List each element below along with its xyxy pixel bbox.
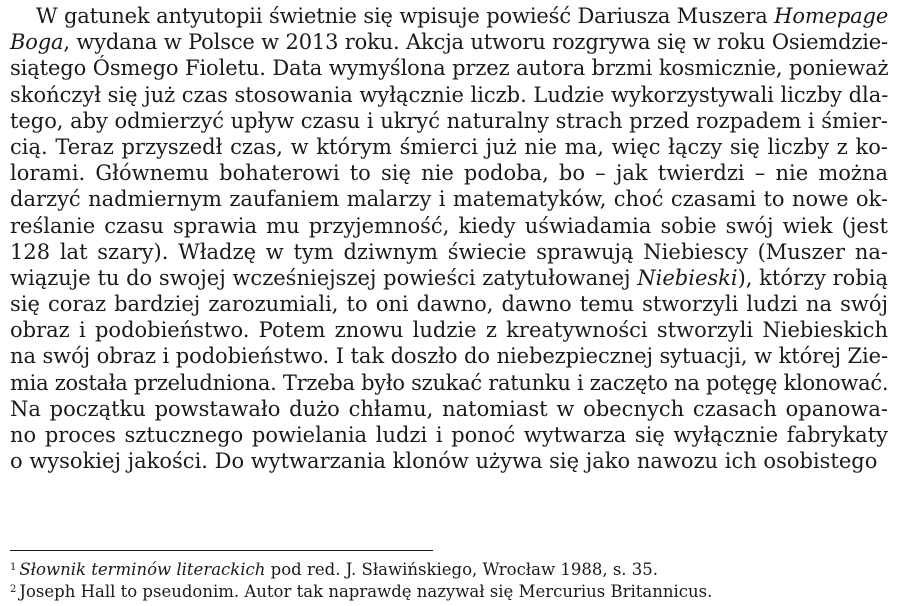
footnote-title: Słownik terminów literackich <box>19 560 266 579</box>
text-line <box>10 3 888 29</box>
text-line: o wysokiej jakości. Do wytwarzania klonów używa się jako nawozu ich osobistego <box>10 449 878 474</box>
body-paragraph <box>10 3 888 474</box>
text-line: lorami. Głównemu bohaterowi to się nie podoba, bo – jak twierdzi – nie można <box>10 161 888 186</box>
italic-title: Niebieski <box>637 265 738 290</box>
text-line: się coraz bardziej zarozumiali, to oni dawno, dawno temu stworzyli ludzi na swój <box>10 292 888 317</box>
text-line <box>10 29 888 55</box>
text-run: wiązuje tu do swojej wcześniejszej powieści zatytułowanej <box>10 265 638 290</box>
footnote-text: Joseph Hall to pseudonim. Autor tak naprawdę nazywał się Mercurius Britannicus. <box>19 581 713 601</box>
text-line: skończył się już czas stosowania wyłącznie liczb. Ludzie wykorzystywali liczby dla- <box>10 82 889 107</box>
italic-title: Boga <box>10 30 64 55</box>
text-run: W gatunek antyutopii świetnie się wpisuje powieść Dariusza Muszera <box>36 4 775 28</box>
text-line: darzyć nadmiernym zaufaniem malarzy i matematyków, choć czasami to nowe ok- <box>10 187 888 212</box>
text-line: tego, aby odmierzyć upływ czasu i ukryć naturalny strach przed rozpadem i śmier- <box>10 108 888 133</box>
footnote-2 <box>10 581 888 603</box>
text-line: obraz i podobieństwo. Potem znowu ludzie z kreatywności stworzyli Niebieskich <box>10 318 888 343</box>
footnotes <box>10 559 888 602</box>
footnote-separator <box>10 550 433 551</box>
text-line: na swój obraz i podobieństwo. I tak doszło do niebezpiecznej sytuacji, w której Zie- <box>10 344 888 369</box>
text-line <box>10 265 888 291</box>
text-line: siątego Ósmego Fioletu. Data wymyślona przez autora brzmi kosmicznie, ponieważ <box>10 56 889 81</box>
text-line: Na początku powstawało dużo chłamu, natomiast w obecnych czasach opanowa- <box>10 396 888 421</box>
text-line: cią. Teraz przyszedł czas, w którym śmierci już nie ma, więc łączy się liczby z ko- <box>10 134 888 159</box>
footnote-marker: 2 <box>10 583 17 595</box>
text-line: no proces sztucznego powielania ludzi i ponoć wytwarza się wyłącznie fabrykaty <box>10 423 888 447</box>
text-line: mia została przeludniona. Trzeba było szukać ratunku i zaczęto na potęgę klonować. <box>10 370 889 395</box>
footnote-marker: 1 <box>10 562 17 573</box>
italic-title: Homepage <box>774 4 889 28</box>
text-run: ), którzy robią <box>737 265 889 290</box>
text-line: reślanie czasu sprawia mu przyjemność, kiedy uświadamia sobie swój wiek (jest <box>10 213 888 238</box>
text-run: , wydana w Polsce w 2013 roku. Akcja utworu rozgrywa się w roku Osiemdzie- <box>63 30 888 55</box>
footnote-1 <box>10 559 888 581</box>
footnote-text: pod red. J. Sławińskiego, Wrocław 1988, s. 35. <box>265 560 659 579</box>
text-line: 128 lat szary). Władzę w tym dziwnym świecie sprawują Niebiescy (Muszer na- <box>10 239 888 264</box>
